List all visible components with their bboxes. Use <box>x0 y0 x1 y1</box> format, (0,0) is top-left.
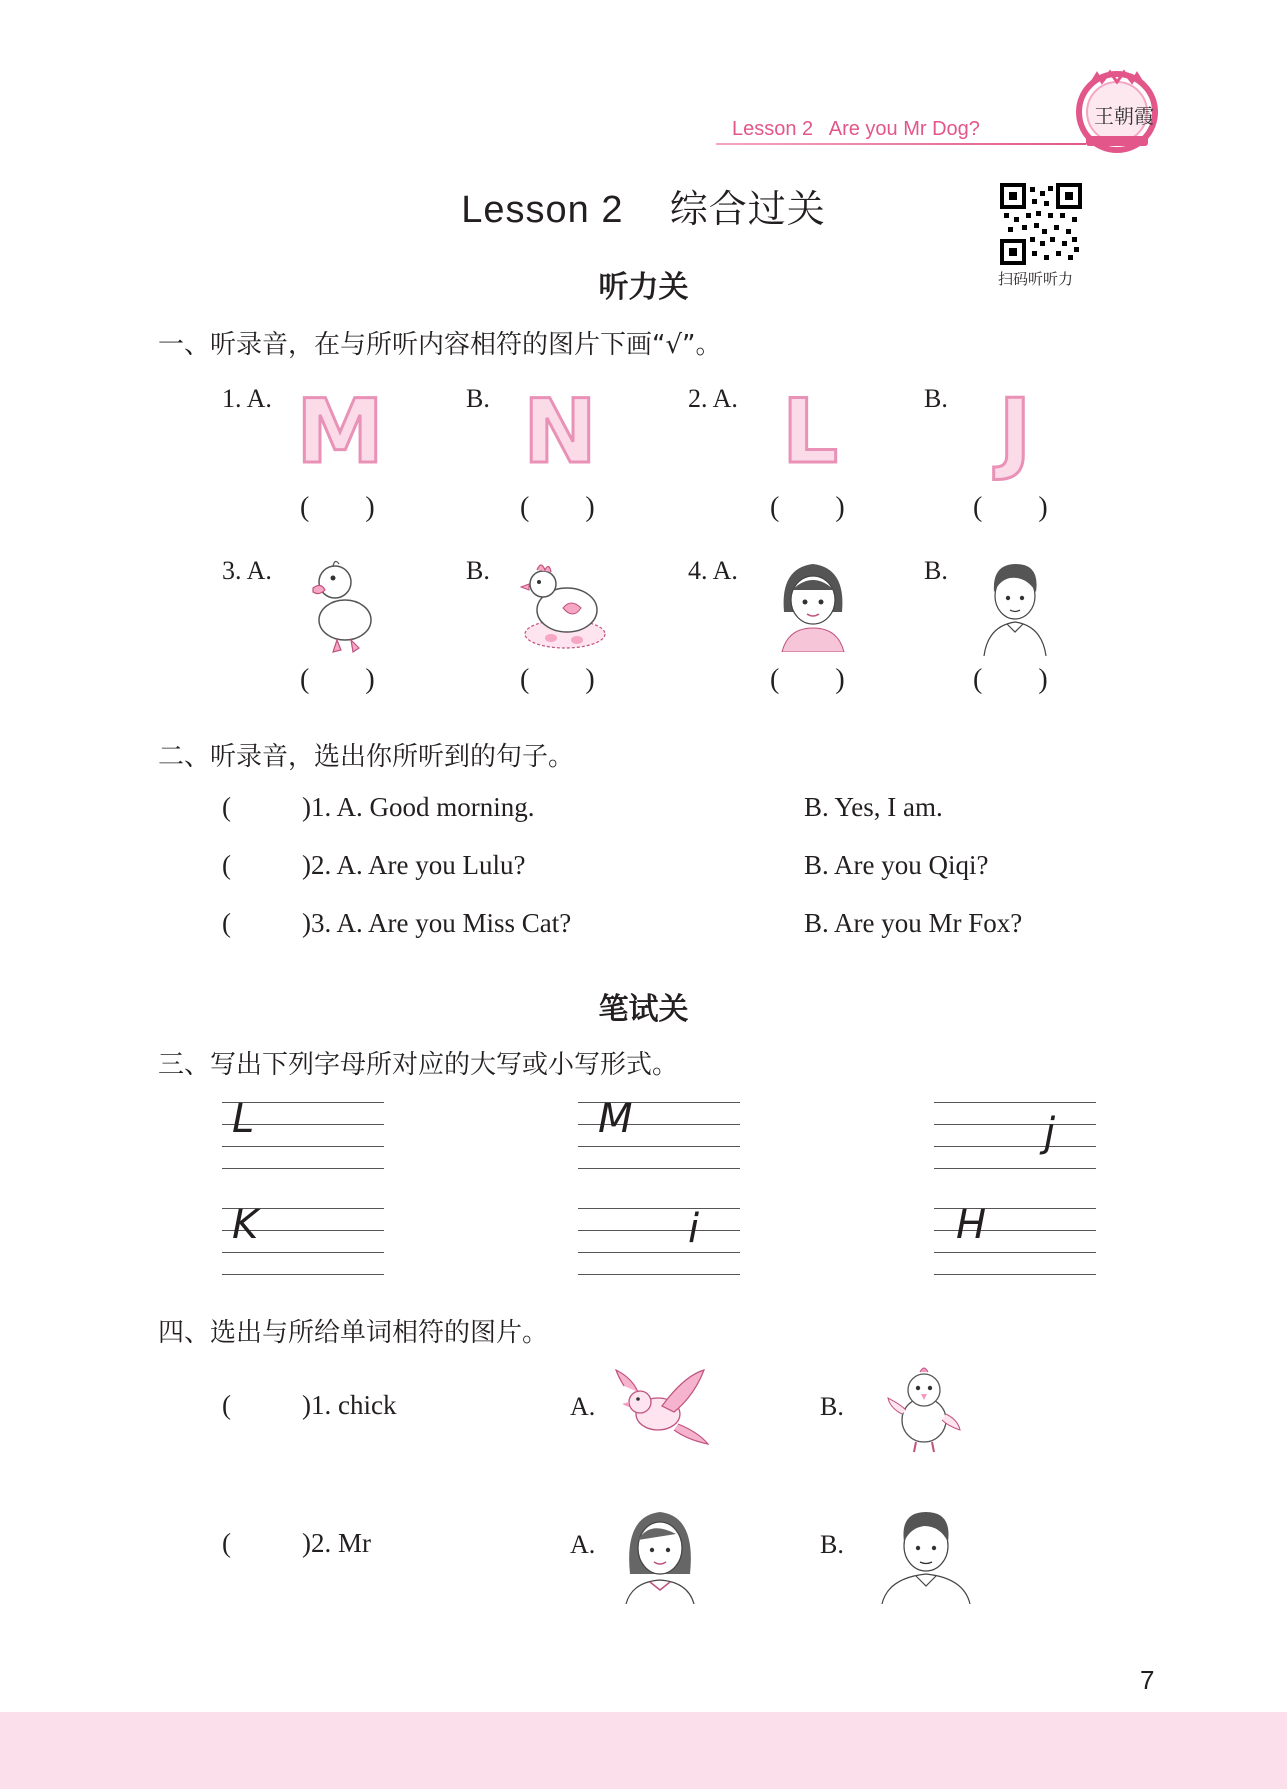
sentence-option-b: B. Yes, I am. <box>804 792 943 822</box>
man-picture <box>878 1504 974 1608</box>
answer-blank[interactable]: ( ) <box>300 492 375 523</box>
option-label: A. <box>570 1392 596 1421</box>
word-prompt: )2. Mr <box>302 1528 371 1558</box>
boy-picture <box>980 556 1050 660</box>
printed-letter: M <box>598 1096 633 1142</box>
answer-blank[interactable]: ( ) <box>300 664 375 695</box>
printed-letter: L <box>232 1096 255 1142</box>
word-prompt: )1. chick <box>302 1390 397 1420</box>
hen-picture <box>515 554 610 658</box>
question-1-heading: 一、听录音，在与所听内容相符的图片下画“√”。 <box>158 330 722 360</box>
duck-picture <box>305 556 385 660</box>
option-label: B. <box>924 384 948 413</box>
header-rule <box>716 143 1086 145</box>
printed-letter: K <box>232 1202 259 1248</box>
option-label: 1. A. <box>222 384 272 413</box>
answer-blank[interactable]: ( ) <box>520 664 595 695</box>
option-label: B. <box>466 384 490 413</box>
letter-picture: M <box>296 380 384 483</box>
option-label: A. <box>570 1530 596 1559</box>
option-label: B. <box>820 1392 844 1421</box>
bird-picture <box>614 1366 710 1454</box>
option-label: B. <box>466 556 490 585</box>
section-title-listening: 听力关 <box>598 270 689 305</box>
woman-picture <box>620 1504 700 1608</box>
sentence-option-b: B. Are you Mr Fox? <box>804 908 1023 938</box>
running-header: Lesson 2 Are you Mr Dog? <box>732 118 980 140</box>
sentence-option-a: )2. A. Are you Lulu? <box>302 850 526 880</box>
writing-lines[interactable] <box>934 1202 1096 1274</box>
answer-blank[interactable]: ( ) <box>973 492 1048 523</box>
printed-letter: H <box>956 1202 987 1248</box>
writing-lines[interactable] <box>578 1208 740 1274</box>
option-label: 2. A. <box>688 384 738 413</box>
question-3-heading: 三、写出下列字母所对应的大写或小写形式。 <box>158 1050 679 1080</box>
option-label: 4. A. <box>688 556 738 585</box>
qr-label: 扫码听听力 <box>998 270 1074 288</box>
answer-blank-open[interactable]: ( <box>222 908 231 938</box>
writing-lines[interactable] <box>578 1096 740 1168</box>
question-2-heading: 二、听录音，选出你所听到的句子。 <box>158 742 575 772</box>
writing-lines[interactable] <box>222 1202 384 1274</box>
letter-picture: J <box>998 380 1032 483</box>
answer-blank[interactable]: ( ) <box>973 664 1048 695</box>
option-label: 3. A. <box>222 556 272 585</box>
answer-blank-open[interactable]: ( <box>222 850 231 880</box>
letter-picture: N <box>523 380 597 483</box>
brand-name: 王朝霞 <box>1094 104 1154 128</box>
page-number: 7 <box>1140 1665 1155 1695</box>
footer-band <box>0 1712 1287 1789</box>
printed-letter: i <box>688 1206 700 1252</box>
sentence-option-b: B. Are you Qiqi? <box>804 850 989 880</box>
writing-lines[interactable] <box>222 1096 384 1168</box>
answer-blank[interactable]: ( ) <box>770 664 845 695</box>
answer-blank-open[interactable]: ( <box>222 792 231 822</box>
option-label: B. <box>820 1530 844 1559</box>
chick-picture <box>884 1364 964 1458</box>
answer-blank-open[interactable]: ( <box>222 1528 231 1558</box>
sentence-option-a: )3. A. Are you Miss Cat? <box>302 908 572 938</box>
girl-picture <box>778 556 848 656</box>
qr-code-icon[interactable] <box>1000 183 1082 265</box>
printed-letter: j <box>1044 1110 1056 1156</box>
writing-lines[interactable] <box>934 1102 1096 1168</box>
brand-logo <box>1072 64 1162 154</box>
answer-blank-open[interactable]: ( <box>222 1390 231 1420</box>
answer-blank[interactable]: ( ) <box>520 492 595 523</box>
page-title: Lesson 2 综合过关 <box>461 189 826 231</box>
sentence-option-a: )1. A. Good morning. <box>302 792 535 822</box>
letter-picture: L <box>781 380 839 483</box>
option-label: B. <box>924 556 948 585</box>
question-4-heading: 四、选出与所给单词相符的图片。 <box>158 1318 549 1348</box>
answer-blank[interactable]: ( ) <box>770 492 845 523</box>
section-title-writing: 笔试关 <box>598 992 689 1027</box>
